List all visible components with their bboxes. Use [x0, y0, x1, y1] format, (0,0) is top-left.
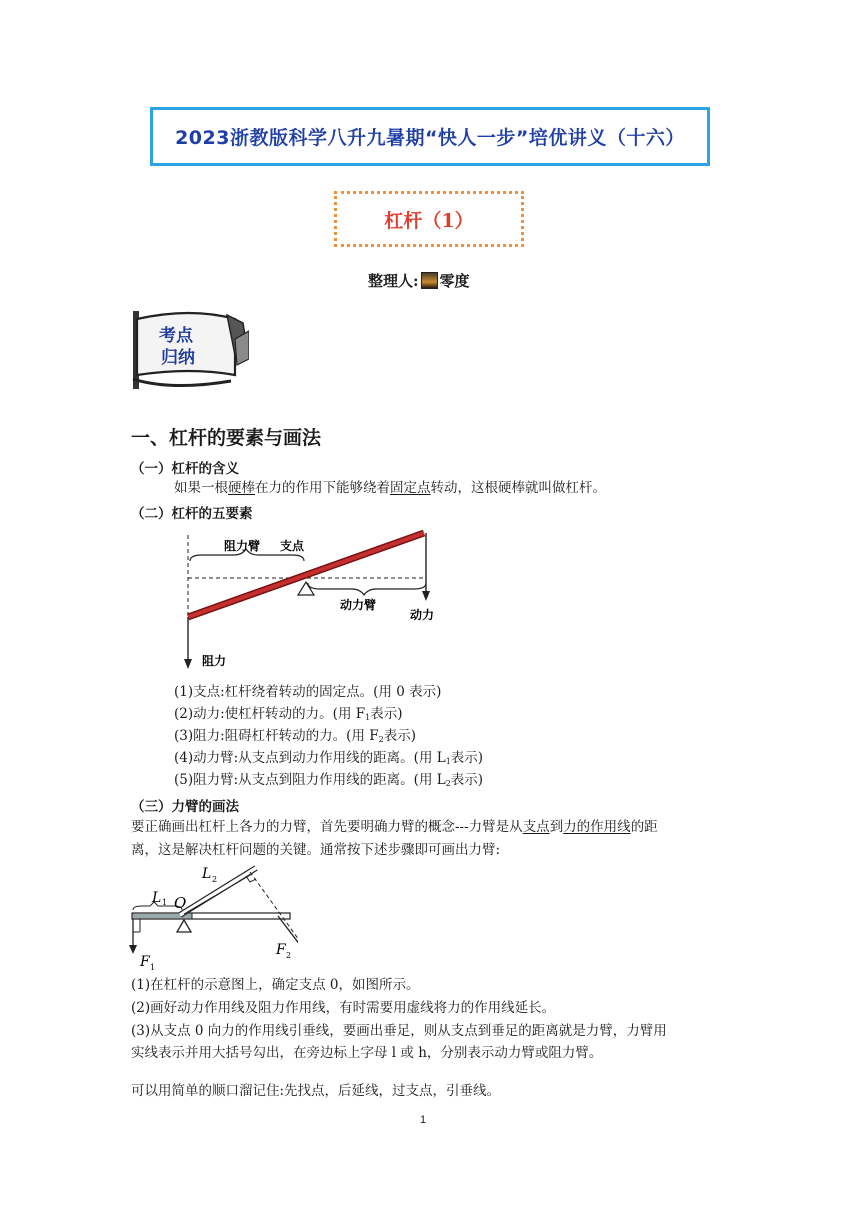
badge-line2: 归纳: [161, 348, 195, 368]
step-2: (2)画好动力作用线及阻力作用线，有时需要用虚线将力的作用线延长。: [131, 1000, 556, 1016]
label-resist-arm: 阻力臂: [224, 539, 261, 553]
editor-name: 零度: [439, 272, 470, 290]
element-item-5: [174, 770, 483, 794]
item-text: 表示): [370, 706, 403, 722]
label-f1-sub: 1: [150, 963, 156, 972]
underline-fixed-point: 固定点: [390, 480, 431, 496]
item-text: 表示): [383, 728, 416, 744]
text-span: 如果一根: [174, 480, 228, 496]
text-span: 到: [549, 819, 564, 835]
label-l1: L: [152, 890, 162, 906]
item-text: (5)阻力臂:从支点到阻力作用线的距离。(用 L: [174, 772, 446, 788]
page-title: 2023浙教版科学八升九暑期“快人一步”培优讲义（十六）: [175, 127, 685, 149]
title-box: [150, 107, 710, 166]
label-l1-sub: 1: [162, 898, 168, 907]
item-text: 表示): [450, 772, 484, 788]
badge-line1: 考点: [159, 326, 193, 346]
item-text: 表示): [450, 750, 484, 766]
lever-elements-figure: [172, 525, 452, 675]
step-1: (1)在杠杆的示意图上，确定支点 0，如图所示。: [131, 977, 420, 993]
label-f2-sub: 2: [286, 951, 292, 960]
part3-intro-line2: 离，这是解决杠杆问题的关键。通常按下述步骤即可画出力臂:: [131, 842, 501, 858]
item-sub: 1: [445, 757, 451, 766]
item-text: (1)支点:杠杆绕着转动的固定点。(用 0 表示): [174, 684, 442, 700]
element-item-3: [174, 726, 416, 750]
section-heading: 一、杠杆的要素与画法: [131, 427, 322, 449]
label-resist: 阻力: [202, 654, 227, 668]
mnemonic: 可以用简单的顺口溜记住:先找点，后延线，过支点，引垂线。: [131, 1083, 501, 1099]
label-o: O: [174, 894, 187, 912]
part3-intro-line1: [131, 817, 658, 837]
page-subtitle: 杠杆（1）: [384, 209, 474, 232]
label-power-arm: 动力臂: [340, 598, 377, 612]
editor-label: 整理人:: [368, 272, 419, 290]
label-f1: F: [140, 954, 150, 970]
page-number: 1: [420, 1114, 427, 1126]
item-sub: 2: [378, 735, 384, 744]
editor-line: [368, 270, 470, 291]
text-span: 要正确画出杠杆上各力的力臂，首先要明确力臂的概念---力臂是从: [131, 819, 523, 835]
step-3-line1: (3)从支点 0 向力的作用线引垂线，要画出垂足，则从支点到垂足的距离就是力臂，力臂用: [131, 1023, 667, 1039]
label-f2: F: [276, 942, 286, 958]
step-3-line2: 实线表示并用大括号勾出，在旁边标上字母 l 或 h，分别表示动力臂或阻力臂。: [131, 1045, 603, 1061]
text-span: 在力的作用下能够绕着: [255, 480, 390, 496]
part1-text: [174, 478, 606, 498]
lever-arm-figure: [128, 862, 298, 972]
underline-pivot: 支点: [522, 819, 550, 835]
underline-hard-rod: 硬棒: [228, 480, 255, 496]
underline-line-of-action: 力的作用线: [563, 819, 631, 835]
part1-heading: （一）杠杆的含义: [131, 461, 239, 477]
kaodian-badge: [131, 309, 249, 391]
item-text: (3)阻力:阻碍杠杆转动的力。(用 F: [174, 728, 379, 744]
text-span: 转动，这根硬棒就叫做杠杆。: [430, 480, 606, 496]
item-sub: 1: [365, 713, 371, 722]
part2-heading: （二）杠杆的五要素: [131, 506, 253, 522]
subtitle-box: [334, 191, 524, 247]
label-pivot: 支点: [280, 539, 305, 553]
label-l2-sub: 2: [212, 875, 218, 884]
sunset-icon: [421, 272, 438, 289]
element-item-4: [174, 748, 483, 772]
element-item-2: [174, 704, 402, 728]
label-power: 动力: [410, 608, 435, 622]
item-sub: 2: [445, 779, 451, 788]
element-item-1: [174, 682, 441, 702]
label-l2: L: [202, 866, 212, 882]
text-span: 的距: [630, 819, 658, 835]
item-text: (4)动力臂:从支点到动力作用线的距离。(用 L: [174, 750, 446, 766]
part3-heading: （三）力臂的画法: [131, 799, 239, 815]
item-text: (2)动力:使杠杆转动的力。(用 F: [174, 706, 366, 722]
